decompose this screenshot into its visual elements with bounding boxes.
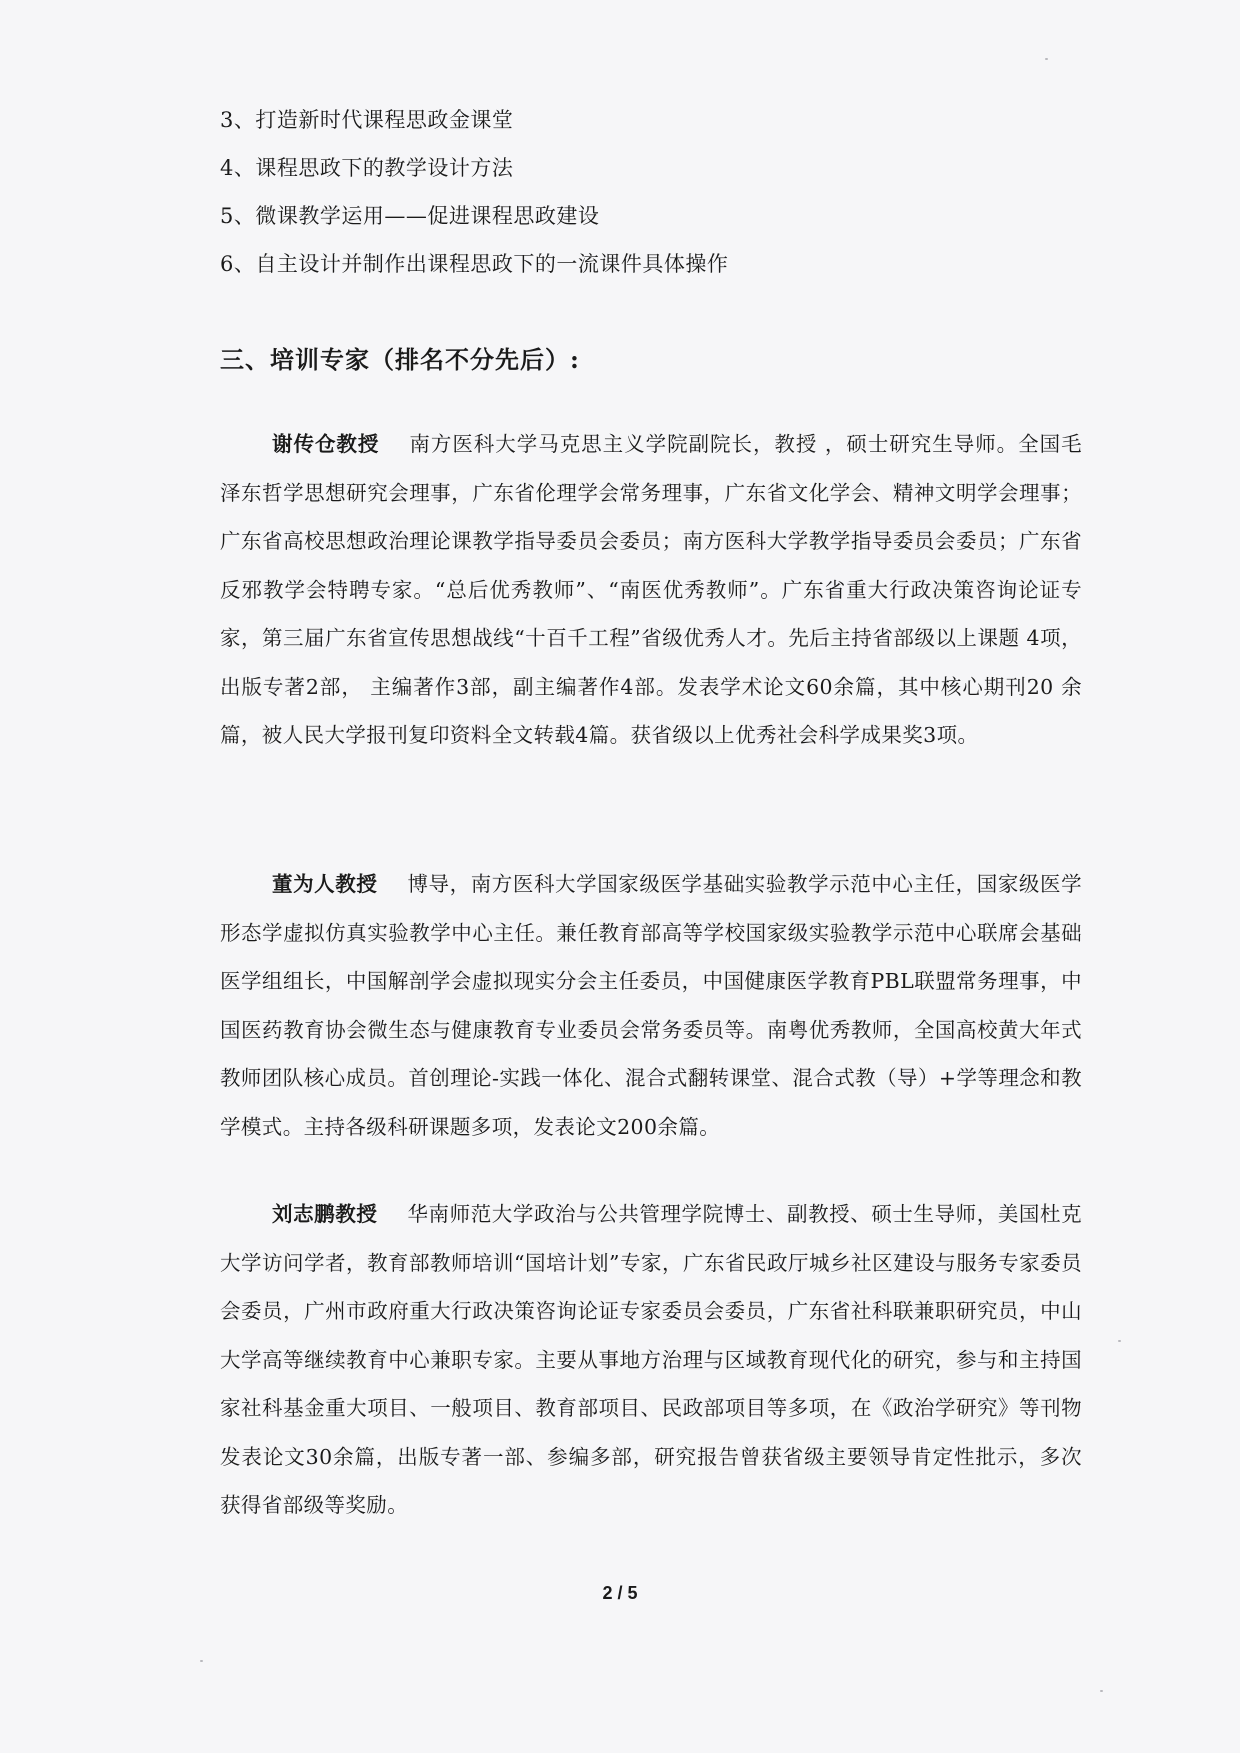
expert-name: 谢传仓教授 xyxy=(272,432,380,456)
page-number: 2 / 5 xyxy=(602,1583,638,1603)
expert-bio-text: 华南师范大学政治与公共管理学院博士、副教授、硕士生导师，美国杜克大学访问学者，教育部教师培训“国培计划”专家，广东省民政厅城乡社区建设与服务专家委员会委员，广州市政府重大行政决策咨询论证专家委员会委员，广东省社科联兼职研究员，中山大学高等继续教育中心兼职专家。主要从事地方治理与区域教育现代化的研究，参与和主持国家社科基金重大项目、一般项目、教育部项目、民政部项目等多项，在《政治学研究》等刊物发表论文30余篇，出版专著一部、参编多部，研究报告曾获省级主要领导肯定性批示，多次获得省部级等奖励。 xyxy=(220,1202,1082,1517)
expert-name: 董为人教授 xyxy=(272,872,378,896)
list-item: 6、自主设计并制作出课程思政下的一流课件具体操作 xyxy=(220,252,729,276)
list-item: 5、微课教学运用——促进课程思政建设 xyxy=(220,204,600,228)
scan-speck xyxy=(1118,1340,1121,1342)
scan-speck xyxy=(1045,58,1048,60)
expert-name: 刘志鹏教授 xyxy=(272,1202,378,1226)
expert-bio xyxy=(220,420,1082,760)
list-item: 3、打造新时代课程思政金课堂 xyxy=(220,108,514,132)
expert-bio xyxy=(220,860,1082,1151)
scan-speck xyxy=(200,1660,203,1662)
section-heading-experts: 三、培训专家（排名不分先后）: xyxy=(220,345,580,374)
course-topic-list xyxy=(220,96,1080,288)
expert-bio-text: 南方医科大学马克思主义学院副院长，教授 ，硕士研究生导师。全国毛泽东哲学思想研究会理事，广东省伦理学会常务理事，广东省文化学会、精神文明学会理事；广东省高校思想政治理论课教学指导委员会委员；南方医科大学教学指导委员会委员；广东省反邪教学会特聘专家。“总后优秀教师”、“南医优秀教师”。广东省重大行政决策咨询论证专家，第三届广东省宣传思想战线“十百千工程”省级优秀人才。先后主持省部级以上课题 4项，出版专著2部， 主编著作3部，副主编著作4部。发表学术论文60余篇，其中核心期刊20 余篇，被人民大学报刊复印资料全文转载4篇。获省级以上优秀社会科学成果奖3项。 xyxy=(220,432,1082,747)
expert-bio-text: 博导，南方医科大学国家级医学基础实验教学示范中心主任，国家级医学形态学虚拟仿真实验教学中心主任。兼任教育部高等学校国家级实验教学示范中心联席会基础医学组组长，中国解剖学会虚拟现实分会主任委员，中国健康医学教育PBL联盟常务理事，中国医药教育协会微生态与健康教育专业委员会常务委员等。南粤优秀教师，全国高校黄大年式教师团队核心成员。首创理论-实践一体化、混合式翻转课堂、混合式教（导）+学等理念和教学模式。主持各级科研课题多项，发表论文200余篇。 xyxy=(220,872,1082,1139)
scan-speck xyxy=(1100,1690,1103,1692)
expert-bio xyxy=(220,1190,1082,1530)
list-item: 4、课程思政下的教学设计方法 xyxy=(220,156,514,180)
